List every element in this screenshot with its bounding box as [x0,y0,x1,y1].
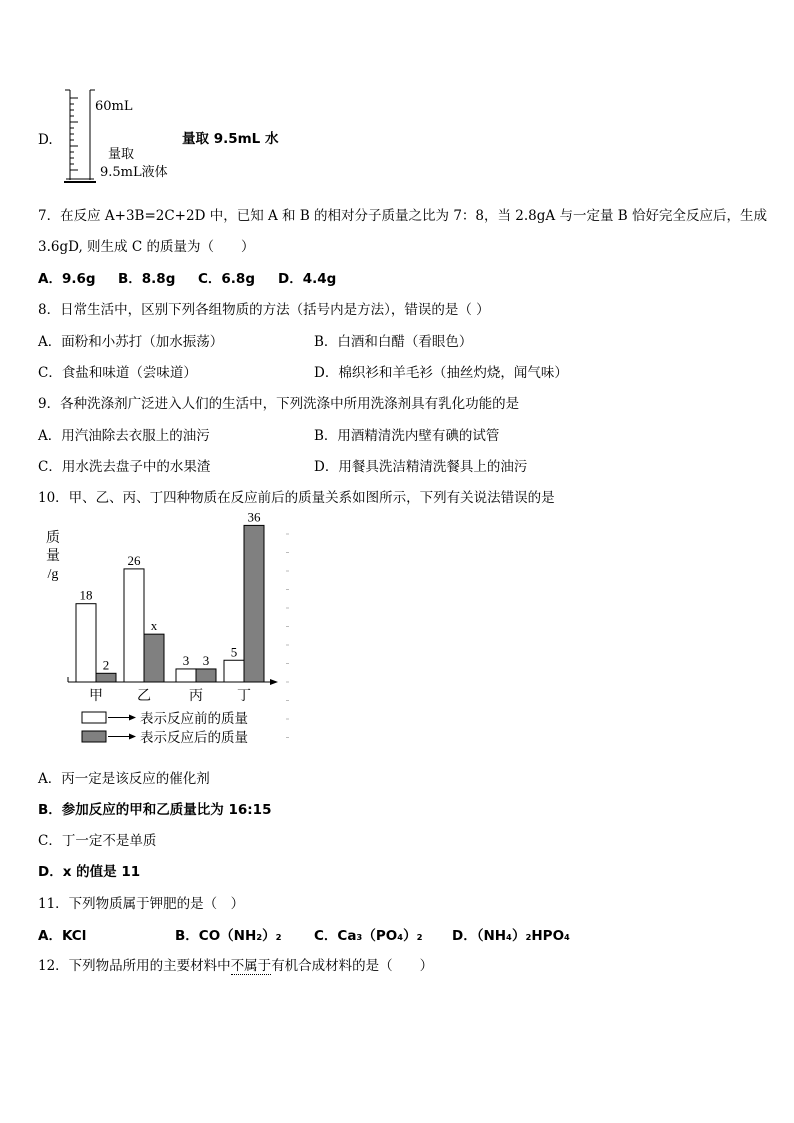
q11-option-c: C．Ca₃（PO₄）₂ [314,928,423,944]
y-axis-label: 量 [46,549,60,564]
bar [244,525,264,682]
cylinder-caption-2: 9.5mL液体 [100,165,168,180]
q11-option-a: A．KCl [38,928,87,944]
q12-stem [38,957,433,975]
bar-value-label: 26 [127,552,141,568]
q8-option-c: C．食盐和味道（尝味道） [38,365,197,381]
q12-stem-emphasis: 不属于 [230,958,272,974]
q10-option-d: D．x 的值是 11 [38,864,141,880]
legend-swatch [82,731,106,742]
y-axis-label: /g [47,567,59,582]
q6-option-d-text: 量取 9.5mL 水 [182,131,279,147]
q11-option-b: B．CO（NH₂）₂ [175,928,282,944]
legend-label: 表示反应前的质量 [140,711,248,726]
q10-option-a: A．丙一定是该反应的催化剂 [38,771,210,787]
q7-option-b: B．8.8g [118,271,176,287]
legend-arrow-icon [129,715,136,721]
q7-option-c: C．6.8g [198,271,255,287]
q10-stem: 10．甲、乙、丙、丁四种物质在反应前后的质量关系如图所示，下列有关说法错误的是 [38,490,555,506]
legend-arrow-icon [129,734,136,740]
mass-bar-chart [40,509,290,752]
bar-value-label: 5 [230,644,238,660]
q9-stem: 9．各种洗涤剂广泛进入人们的生活中，下列洗涤中所用洗涤剂具有乳化功能的是 [38,396,520,412]
bar-value-label: x [150,618,158,634]
q10-option-c: C．丁一定不是单质 [38,833,157,849]
q7-option-d: D．4.4g [278,271,337,287]
cylinder-caption-1: 量取 [108,147,135,162]
bar [224,660,244,682]
category-label: 丁 [237,689,251,704]
q12-stem-after: 有机合成材料的是（ ） [271,958,434,974]
q10-option-b: B．参加反应的甲和乙质量比为 16:15 [38,802,272,818]
bar-value-label: 18 [79,587,93,603]
bar [144,634,164,682]
cylinder-top-mark: 60mL [95,99,133,114]
q7-option-a: A．9.6g [38,271,96,287]
q8-option-b: B．白酒和白醋（看眼色） [314,334,473,350]
q9-option-d: D．用餐具洗洁精清洗餐具上的油污 [314,459,528,475]
category-label: 甲 [89,689,103,704]
q7-stem-line-1: 7．在反应 A+3B=2C+2D 中，已知 A 和 B 的相对分子质量之比为 7：8，当 2.8gA 与一定量 B 恰好完全反应后，生成 [38,208,767,224]
q8-stem: 8．日常生活中，区别下列各组物质的方法（括号内是方法），错误的是（ ） [38,302,490,318]
q9-option-c: C．用水洗去盘子中的水果渣 [38,459,211,475]
bar [176,669,196,682]
q11-stem: 11．下列物质属于钾肥的是（ ） [38,896,245,912]
bar [96,673,116,682]
bar [196,669,216,682]
q7-stem-line-2: 3.6gD, 则生成 C 的质量为（ ） [38,239,255,255]
y-axis-label: 质 [46,531,60,546]
q9-option-b: B．用酒精清洗内壁有碘的试管 [314,428,500,444]
bar-value-label: 36 [247,509,261,525]
q8-option-d: D．棉织衫和羊毛衫（抽丝灼烧，闻气味） [314,365,568,381]
category-label: 丙 [189,689,203,704]
q6-option-d-label: D. [38,132,53,148]
category-label: 乙 [137,689,151,704]
q12-stem-before: 12．下列物品所用的主要材料中 [38,958,231,974]
x-axis-arrow [270,679,278,685]
cylinder-icon [64,90,96,182]
q9-option-a: A．用汽油除去衣服上的油污 [38,428,210,444]
bar-value-label: 3 [182,652,190,668]
bar-value-label: 2 [102,657,110,673]
q8-option-a: A．面粉和小苏打（加水振荡） [38,334,224,350]
bar [124,569,144,682]
legend-label: 表示反应后的质量 [140,730,248,745]
q11-option-d: D．（NH₄）₂HPO₄ [452,928,570,944]
legend-swatch [82,712,106,723]
bar [76,604,96,682]
bar-value-label: 3 [202,652,210,668]
